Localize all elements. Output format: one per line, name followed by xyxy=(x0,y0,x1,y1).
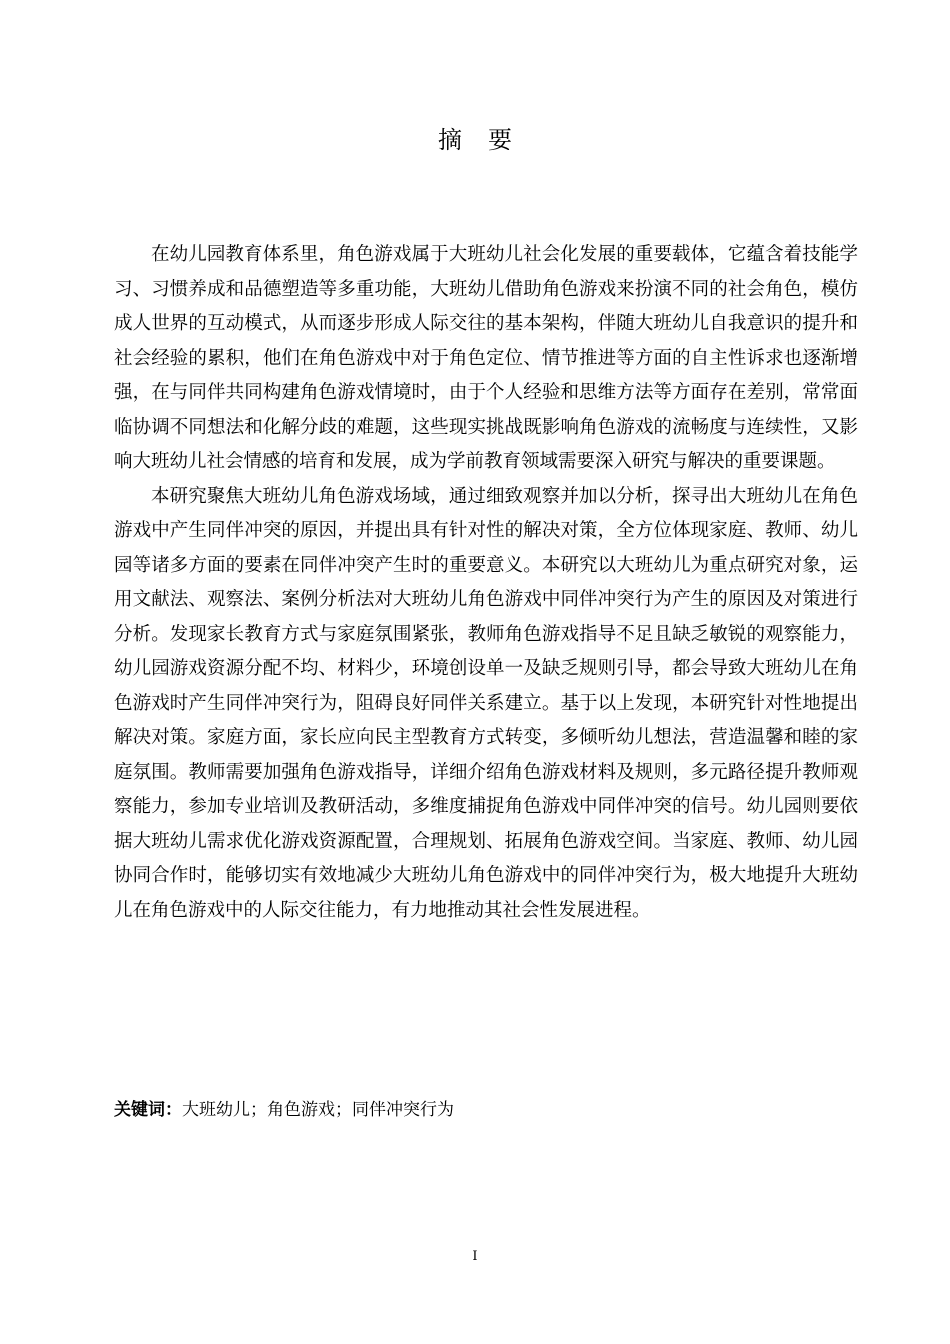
page-number: I xyxy=(472,1249,478,1264)
keywords-value: 大班幼儿；角色游戏；同伴冲突行为 xyxy=(182,1100,454,1120)
abstract-paragraph: 在幼儿园教育体系里，角色游戏属于大班幼儿社会化发展的重要载体，它蕴含着技能学习、习惯养成和品德塑造等多重功能，大班幼儿借助角色游戏来扮演不同的社会角色，模仿成人世界的互动模式，从而逐步形成人际交往的基本架构，伴随大班幼儿自我意识的提升和社会经验的累积，他们在角色游戏中对于角色定位、情节推进等方面的自主性诉求也逐渐增强，在与同伴共同构建角色游戏情境时，由于个人经验和思维方法等方面存在差别，常常面临协调不同想法和化解分歧的难题，这些现实挑战既影响角色游戏的流畅度与连续性，又影响大班幼儿社会情感的培育和发展，成为学前教育领域需要深入研究与解决的重要课题。 xyxy=(114,244,858,472)
page-title: 摘要 xyxy=(438,126,538,154)
keywords-label: 关键词： xyxy=(114,1100,182,1120)
keywords-line xyxy=(114,1095,454,1125)
abstract-paragraph: 本研究聚焦大班幼儿角色游戏场域，通过细致观察并加以分析，探寻出大班幼儿在角色游戏中产生同伴冲突的原因，并提出具有针对性的解决对策，全方位体现家庭、教师、幼儿园等诸多方面的要素在同伴冲突产生时的重要意义。本研究以大班幼儿为重点研究对象，运用文献法、观察法、案例分析法对大班幼儿角色游戏中同伴冲突行为产生的原因及对策进行分析。发现家长教育方式与家庭氛围紧张，教师角色游戏指导不足且缺乏敏锐的观察能力，幼儿园游戏资源分配不均、材料少，环境创设单一及缺乏规则引导，都会导致大班幼儿在角色游戏时产生同伴冲突行为，阻碍良好同伴关系建立。基于以上发现，本研究针对性地提出解决对策。家庭方面，家长应向民主型教育方式转变，多倾听幼儿想法，营造温馨和睦的家庭氛围。教师需要加强角色游戏指导，详细介绍角色游戏材料及规则，多元路径提升教师观察能力，参加专业培训及教研活动，多维度捕捉角色游戏中同伴冲突的信号。幼儿园则要依据大班幼儿需求优化游戏资源配置，合理规划、拓展角色游戏空间。当家庭、教师、幼儿园协同合作时，能够切实有效地减少大班幼儿角色游戏中的同伴冲突行为，极大地提升大班幼儿在角色游戏中的人际交往能力，有力地推动其社会性发展进程。 xyxy=(114,485,858,921)
abstract-body xyxy=(114,238,858,928)
